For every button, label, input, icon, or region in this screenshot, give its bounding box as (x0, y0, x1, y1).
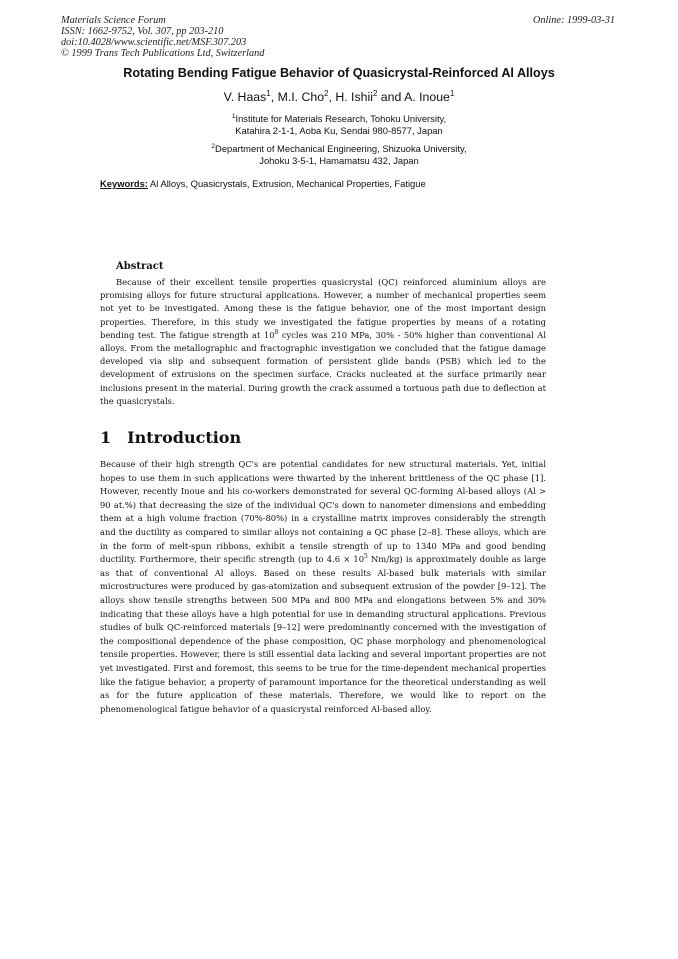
author-name: V. Haas (223, 90, 267, 104)
section-number: 1 (100, 428, 112, 447)
paper-title: Rotating Bending Fatigue Behavior of Quasicrystal-Reinforced Al Alloys (123, 66, 555, 80)
author-separator: and (377, 90, 405, 104)
section-heading-introduction (100, 428, 241, 447)
keywords-list: Al Alloys, Quasicrystals, Extrusion, Mechanical Properties, Fatigue (150, 178, 426, 189)
copyright-line: © 1999 Trans Tech Publications Ltd, Switzerland (61, 48, 265, 59)
author-separator: , (270, 90, 278, 104)
affiliation-mark: 1 (231, 112, 236, 120)
exponent: 5 (364, 553, 368, 561)
section-title: Introduction (127, 428, 242, 447)
affiliation-line: Institute for Materials Research, Tohoku University, (235, 113, 447, 124)
keywords (100, 178, 426, 189)
author-name: A. Inoue (404, 90, 450, 104)
introduction-text-part: Nm/kg) is approximately double as large as that of conventional Al alloys. Based on these results Al-based bulk materials with similar microstructures were produced by gas-atomization and subsequent extrusion of the powder [9–12]. The alloys show tensile strengths between 500 MPa and 800 MPa and elongations between 5% and 30% indicating that these alloys have a high potential for use in demanding structural applications. Previous studies of bulk QC-reinforced materials [9–12] were predominantly concerned with the investigation of the compositional dependence of the phase composition, QC phase morphology and phenomenological tensile properties. However, there is still essential data lacking and several important properties are not yet investigated. First and foremost, this seems to be true for the time-dependent mechanical properties like the fatigue behavior, a property of paramount importance for the theoretical understanding as well as for the future application of these materials. Therefore, we would like to report on the phenomenological fatigue behavior of a quasicrystal reinforced Al-based alloy. (100, 554, 546, 714)
affiliation-line: Johoku 3-5-1, Hamamatsu 432, Japan (259, 155, 419, 166)
author-affiliation-mark: 1 (266, 88, 271, 98)
introduction-text-part: Because of their high strength QC's are potential candidates for new structural materials. Yet, initial hopes to use them in such applications were thwarted by the inherent brittleness of the QC phase [1]. However, recently Inoue and his co-workers demonstrated for several QC-forming Al-based alloys (Al > 90 at.%) that decreasing the size of the individual QC's down to nanometer dimensions and embedding them at a high volume fraction (70%-80%) in a crystalline matrix improves considerably the strength and the ductility as compared to similar alloys not containing a QC phase [2–8]. These alloys, which are in the form of melt-spun ribbons, exhibit a tensile strength of up to 1340 MPa and good bending ductility. Furthermore, their specific strength (up to 4.6 × 10 (100, 459, 546, 565)
abstract-text (100, 276, 546, 408)
journal-header (61, 15, 264, 59)
online-date: Online: 1999-03-31 (532, 15, 615, 26)
author-affiliation-mark: 1 (449, 88, 455, 98)
author-list (0, 90, 678, 104)
abstract-heading: Abstract (116, 261, 164, 272)
author-separator: , (328, 90, 336, 104)
exponent: 8 (274, 329, 279, 337)
author-affiliation-mark: 2 (372, 88, 378, 98)
journal-name: Materials Science Forum (61, 15, 166, 26)
affiliation-mark: 2 (211, 142, 216, 150)
issn-line: ISSN: 1662-9752, Vol. 307, pp 203-210 (61, 26, 224, 37)
affiliation-2 (0, 143, 678, 167)
abstract-text-part: cycles was 210 MPa, 30% - 50% higher than conventional Al alloys. From the metallographic and fractographic investigation we concluded that the fatigue damage developed via slip and subsequent formation of persistent glide bands (PSB) which led to the development of extrusions on the specimen surface. Cracks nucleated at the surface primarily near inclusions present in the material. During growth the crack assumed a tortuous path due to deflection at the quasicrystals. (100, 329, 546, 406)
affiliation-line: Department of Mechanical Engineering, Shizuoka University, (215, 143, 467, 154)
author-name: M.I. Cho (277, 90, 325, 104)
affiliation-line: Katahira 2-1-1, Aoba Ku, Sendai 980-8577, Japan (235, 125, 443, 136)
introduction-text (100, 458, 546, 716)
affiliation-1 (0, 113, 678, 137)
keywords-label: Keywords: (100, 178, 148, 189)
author-affiliation-mark: 2 (324, 88, 329, 98)
author-name: H. Ishii (335, 90, 373, 104)
doi-line: doi:10.4028/www.scientific.net/MSF.307.203 (61, 37, 247, 48)
abstract-text-part: Because of their excellent tensile properties quasicrystal (QC) reinforced aluminium alloys are promising alloys for future structural applications. However, a number of mechanical properties seem not yet to be investigated. Among these is the fatigue behavior, one of the most important design properties. Therefore, in this study we investigated the fatigue properties by means of a rotating bending test. The fatigue strength at 10 (100, 277, 546, 340)
